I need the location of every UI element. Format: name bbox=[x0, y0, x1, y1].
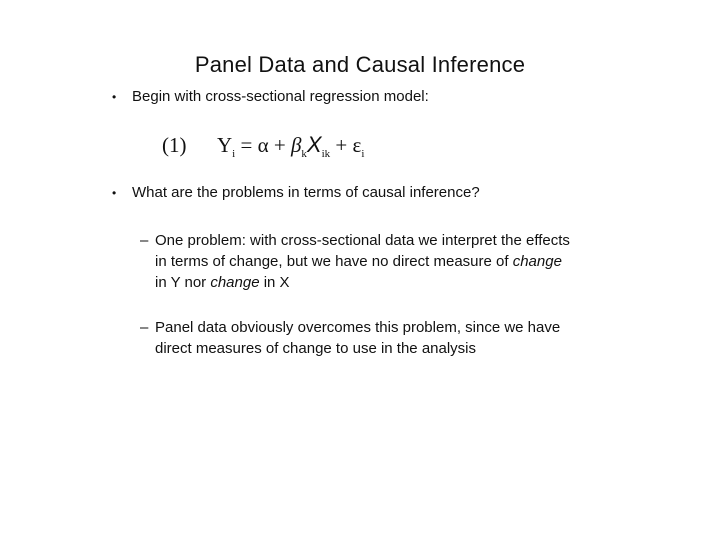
sub-bullet-marker: – bbox=[140, 232, 149, 249]
text-run: in Y nor bbox=[155, 274, 211, 291]
text-run: in X bbox=[259, 274, 290, 291]
bullet-begin-model bbox=[112, 87, 632, 107]
sub-bullet-line: Panel data obviously overcomes this problem, since we have bbox=[155, 319, 561, 336]
slide-title-text: Panel Data and Causal Inference bbox=[194, 52, 526, 77]
sub-bullet-body bbox=[155, 317, 635, 359]
eq-beta: β bbox=[290, 133, 302, 157]
eq-y: Y bbox=[217, 133, 233, 157]
sub-bullet-panel-data bbox=[140, 317, 640, 361]
emphasis-change: change bbox=[210, 274, 260, 291]
equation-number: (1) bbox=[162, 133, 187, 157]
sub-bullet-line bbox=[155, 251, 635, 272]
slide-title bbox=[0, 52, 720, 78]
bullet-problems bbox=[112, 183, 632, 203]
sub-bullet-line: direct measures of change to use in the analysis bbox=[155, 340, 477, 357]
eq-equals-alpha: = α + bbox=[235, 133, 291, 157]
sub-bullet-one-problem bbox=[140, 230, 640, 294]
text-run: in terms of change, but we have no direct measure of bbox=[155, 253, 513, 270]
bullet-marker: • bbox=[112, 90, 117, 104]
sub-bullet-marker: – bbox=[140, 319, 149, 336]
eq-x-sub: ik bbox=[321, 148, 331, 160]
sub-bullet-line bbox=[155, 272, 635, 293]
sub-bullet-line: One problem: with cross-sectional data we interpret the effects bbox=[155, 232, 570, 249]
bullet-text: What are the problems in terms of causal inference? bbox=[132, 184, 480, 201]
regression-equation bbox=[162, 132, 364, 160]
eq-beta-sub: k bbox=[301, 148, 307, 160]
eq-eps-sub: i bbox=[361, 148, 365, 160]
eq-plus-epsilon: + ε bbox=[330, 133, 362, 157]
emphasis-change: change bbox=[512, 253, 562, 270]
eq-y-sub: i bbox=[232, 148, 236, 160]
bullet-marker: • bbox=[112, 186, 117, 200]
bullet-text: Begin with cross-sectional regression model: bbox=[132, 88, 429, 105]
sub-bullet-body bbox=[155, 230, 635, 293]
eq-x: X bbox=[306, 132, 322, 157]
